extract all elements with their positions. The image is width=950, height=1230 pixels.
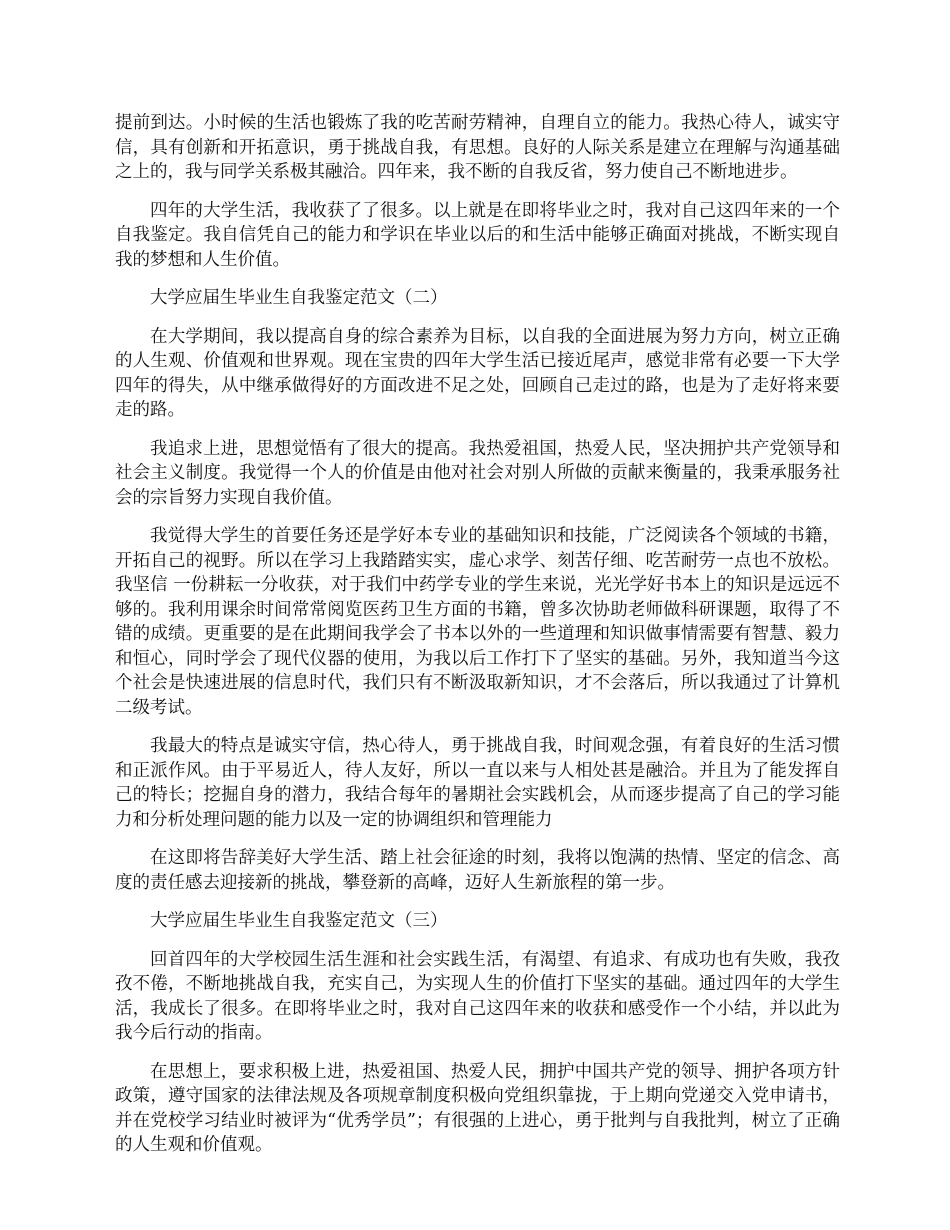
paragraph: 四年的大学生活，我收获了了很多。以上就是在即将毕业之时，我对自己这四年来的一个自我鉴定。我自信凭自己的能力和学识在毕业以后的和生活中能够正确面对挑战，不断实现自我的梦想和人生价值。	[115, 200, 840, 270]
paragraph: 我最大的特点是诚实守信，热心待人，勇于挑战自我，时间观念强，有着良好的生活习惯和正派作风。由于平易近人，待人友好，所以一直以来与人相处甚是融洽。并且为了能发挥自己的特长；挖掘自身的潜力，我结合每年的暑期社会实践机会，从而逐步提高了自己的学习能力和分析处理问题的能力以及一定的协调组织和管理能力	[115, 736, 840, 830]
section-heading-2: 大学应届生毕业生自我鉴定范文（二）	[150, 288, 448, 308]
section-heading-3: 大学应届生毕业生自我鉴定范文（三）	[150, 911, 448, 931]
paragraph: 我追求上进，思想觉悟有了很大的提高。我热爱祖国，热爱人民，坚决拥护共产党领导和社会主义制度。我觉得一个人的价值是由他对社会对别人所做的贡献来衡量的，我秉承服务社会的宗旨努力实现自我价值。	[115, 438, 840, 508]
paragraph: 回首四年的大学校园生活生涯和社会实践生活，有渴望、有追求、有成功也有失败，我孜孜不倦，不断地挑战自我，充实自己，为实现人生的价值打下坚实的基础。通过四年的大学生活，我成长了很多。在即将毕业之时，我对自己这四年来的收获和感受作一个小结，并以此为我今后行动的指南。	[115, 949, 840, 1043]
paragraph: 在大学期间，我以提高自身的综合素养为目标，以自我的全面进展为努力方向，树立正确的人生观、价值观和世界观。现在宝贵的四年大学生活已接近尾声，感觉非常有必要一下大学四年的得失，从中继承做得好的方面改进不足之处，回顾自己走过的路，也是为了走好将来要走的路。	[115, 326, 840, 420]
paragraph-continued: 提前到达。小时候的生活也锻炼了我的吃苦耐劳精神，自理自立的能力。我热心待人，诚实守信，具有创新和开拓意识，勇于挑战自我，有思想。良好的人际关系是建立在理解与沟通基础之上的，我与同学关系极其融洽。四年来，我不断的自我反省，努力使自己不断地进步。	[115, 113, 840, 182]
paragraph: 在这即将告辞美好大学生活、踏上社会征途的时刻，我将以饱满的热情、坚定的信念、高度的责任感去迎接新的挑战，攀登新的高峰，迈好人生新旅程的第一步。	[115, 848, 840, 893]
document-body	[115, 111, 840, 1172]
paragraph: 我觉得大学生的首要任务还是学好本专业的基础知识和技能，广泛阅读各个领域的书籍，开拓自己的视野。所以在学习上我踏踏实实，虚心求学、刻苦仔细、吃苦耐劳一点也不放松。我坚信 一份耕耘一分收获，对于我们中药学专业的学生来说，光光学好书本上的知识是远远不够的。我利用课余时间常常阅览医药卫生方面的书籍，曾多次协助老师做科研课题，取得了不错的成绩。更重要的是在此期间我学会了书本以外的一些道理和知识做事情需要有智慧、毅力和恒心，同时学会了现代仪器的使用，为我以后工作打下了坚实的基础。另外，我知道当今这个社会是快速进展的信息时代，我们只有不断汲取新知识，才不会落后，所以我通过了计算机二级考试。	[115, 526, 840, 718]
paragraph: 在思想上，要求积极上进，热爱祖国、热爱人民，拥护中国共产党的领导、拥护各项方针政策，遵守国家的法律法规及各项规章制度积极向党组织靠拢，于上期向党递交入党申请书，并在党校学习结业时被评为“优秀学员”；有很强的上进心，勇于批判与自我批判，树立了正确的人生观和价值观。	[115, 1061, 840, 1155]
